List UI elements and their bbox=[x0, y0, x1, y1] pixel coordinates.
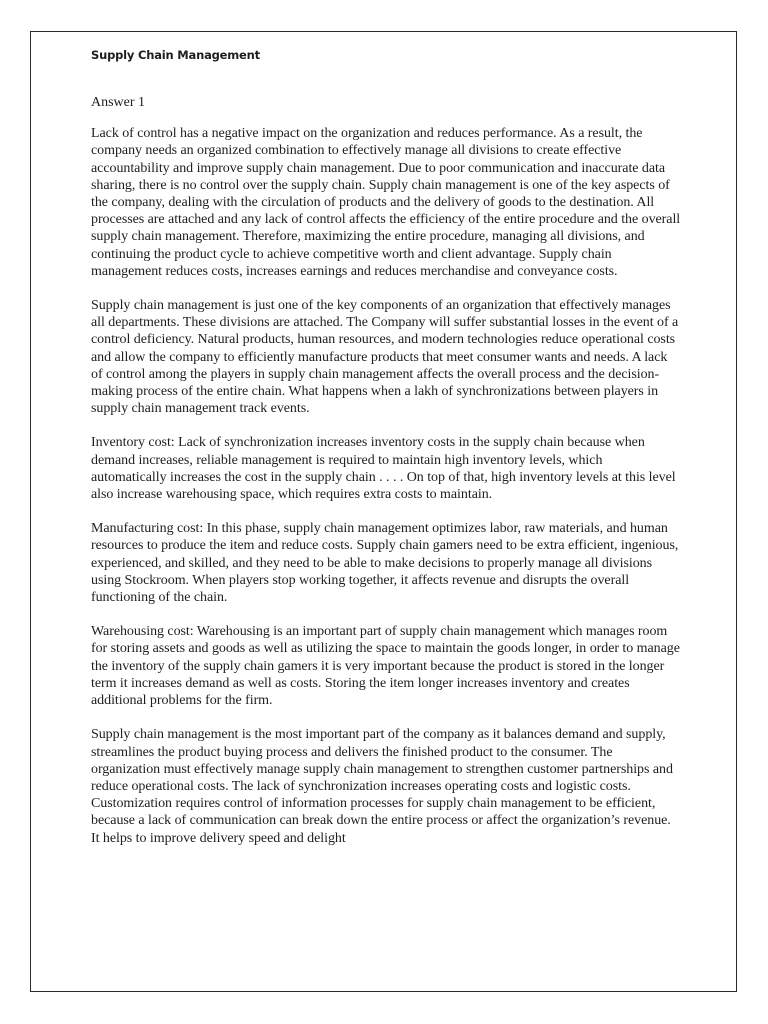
document-title: Supply Chain Management bbox=[91, 48, 260, 62]
paragraph-inventory-cost: Inventory cost: Lack of synchronization increases inventory costs in the supply chain because when demand increases, reliable management is required to maintain high inventory levels, which automatically increases the cost in the supply chain . . . . On top of that, high inventory levels at this level also increase warehousing space, which requires extra costs to maintain. bbox=[91, 435, 676, 503]
answer-heading: Answer 1 bbox=[91, 95, 146, 110]
document-body bbox=[91, 46, 681, 847]
paragraph-control: Lack of control has a negative impact on the organization and reduces performance. As a result, the company needs an organized combination to effectively manage all divisions to create effective accountability and improve supply chain management. Due to poor communication and inaccurate data sharing, there is no control over the supply chain. Supply chain management is one of the key aspects of the company, dealing with the circulation of products and the delivery of goods to the destination. All processes are attached and any lack of control affects the efficiency of the entire procedure and the overall supply chain management. Therefore, maximizing the entire procedure, managing all divisions, and continuing the product cycle to achieve competitive worth and client advantage. Supply chain management reduces costs, increases earnings and reduces merchandise and conveyance costs. bbox=[91, 126, 681, 279]
paragraph-components: Supply chain management is just one of the key components of an organization that effectively manages all departments. These divisions are attached. The Company will suffer substantial losses in the event of a control deficiency. Natural products, human resources, and modern technologies reduce operational costs and allow the company to efficiently manufacture products that meet consumer wants and needs. A lack of control among the players in supply chain management affects the overall process and the decision-making process of the entire chain. What happens when a lakh of synchronizations between players in supply chain management track events. bbox=[91, 298, 679, 417]
paragraph-warehousing-cost: Warehousing cost: Warehousing is an important part of supply chain management which manages room for storing assets and goods as well as utilizing the space to maintain the goods longer, in order to manage the inventory of the supply chain gamers it is very important because the product is stored in the longer term it increases demand as well as costs. Storing the item longer increases inventory and creates additional problems for the firm. bbox=[91, 624, 680, 709]
paragraph-manufacturing-cost: Manufacturing cost: In this phase, supply chain management optimizes labor, raw materials, and human resources to produce the item and reduce costs. Supply chain gamers need to be extra efficient, ingenious, experienced, and skilled, and they need to be able to make decisions to properly manage all divisions using Stockroom. When players stop working together, it affects revenue and disrupts the overall functioning of the chain. bbox=[91, 521, 679, 606]
paragraph-demand-supply: Supply chain management is the most important part of the company as it balances demand and supply, streamlines the product buying process and delivers the finished product to the consumer. The organization must effectively manage supply chain management to strengthen customer partnerships and reduce operational costs. The lack of synchronization increases operating costs and logistic costs. Customization requires control of information processes for supply chain management to be efficient, because a lack of communication can break down the entire process or affect the organization’s revenue. It helps to improve delivery speed and delight bbox=[91, 727, 673, 846]
